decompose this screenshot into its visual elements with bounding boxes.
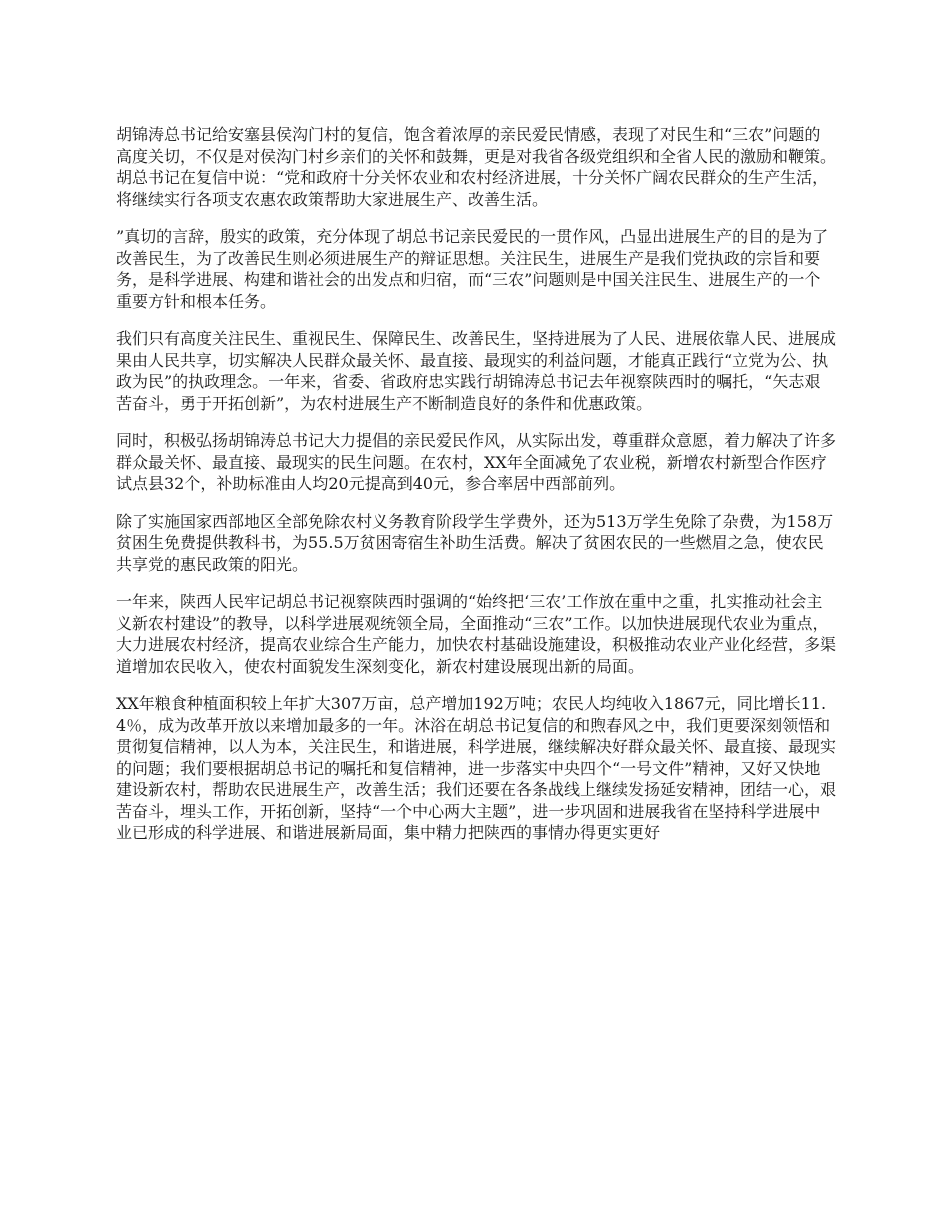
document-body (116, 124, 836, 860)
paragraph-4: 同时，积极弘扬胡锦涛总书记大力提倡的亲民爱民作风，从实际出发，尊重群众意愿，着力解决了许多群众最关怀、最直接、最现实的民生问题。在农村，XX年全面减免了农业税，新增农村新型合作医疗试点县32个，补助标准由人均20元提高到40元，参合率居中西部前列。 (116, 431, 837, 493)
paragraph-5: 除了实施国家西部地区全部免除农村义务教育阶段学生学费外，还为513万学生免除了杂费，为158万贫困生免费提供教科书，为55.5万贫困寄宿生补助生活费。解决了贫困农民的一些燃眉之急，使农民共享党的惠民政策的阳光。 (116, 511, 834, 574)
paragraph-1: 胡锦涛总书记给安塞县侯沟门村的复信，饱含着浓厚的亲民爱民情感，表现了对民生和“三农”问题的高度关切，不仅是对侯沟门村乡亲们的关怀和鼓舞，更是对我省各级党组织和全省人民的激励和鞭策。胡总书记在复信中说：“党和政府十分关怀农业和农村经济进展，十分关怀广阔农民群众的生产生活，将继续实行各项支农惠农政策帮助大家进展生产、改善生活。 (116, 125, 837, 209)
paragraph-2: ”真切的言辞，殷实的政策，充分体现了胡总书记亲民爱民的一贯作风，凸显出进展生产的目的是为了改善民生，为了改善民生则必须进展生产的辩证思想。关注民生，进展生产是我们党执政的宗旨和要务，是科学进展、构建和谐社会的出发点和归宿，而“三农”问题则是中国关注民生、进展生产的一个重要方针和根本任务。 (116, 227, 829, 311)
paragraph-7: XX年粮食种植面积较上年扩大307万亩，总产增加192万吨；农民人均纯收入1867元，同比增长11.4％，成为改革开放以来增加最多的一年。沐浴在胡总书记复信的和煦春风之中，我们更要深刻领悟和贯彻复信精神，以人为本，关注民生，和谐进展，科学进展，继续解决好群众最关怀、最直接、最现实的问题；我们要根据胡总书记的嘱托和复信精神，进一步落实中央四个“一号文件”精神，又好又快地建设新农村，帮助农民进展生产，改善生活；我们还要在各条战线上继续发扬延安精神，团结一心，艰苦奋斗，埋头工作，开拓创新，坚持“一个中心两大主题”，进一步巩固和进展我省在坚持科学进展中业已形成的科学进展、和谐进展新局面，集中精力把陕西的事情办得更实更好 (116, 694, 837, 842)
paragraph-6: 一年来，陕西人民牢记胡总书记视察陕西时强调的“始终把‘三农’工作放在重中之重，扎实推动社会主义新农村建设”的教导，以科学进展观统领全局，全面推动“三农”工作。以加快进展现代农业为重点，大力进展农村经济，提高农业综合生产能力，加快农村基础设施建设，积极推动农业产业化经营，多渠道增加农民收入，使农村面貌发生深刻变化，新农村建设展现出新的局面。 (116, 592, 837, 676)
paragraph-3: 我们只有高度关注民生、重视民生、保障民生、改善民生，坚持进展为了人民、进展依靠人民、进展成果由人民共享，切实解决人民群众最关怀、最直接、最现实的利益问题，才能真正践行“立党为公、执政为民”的执政理念。一年来，省委、省政府忠实践行胡锦涛总书记去年视察陕西时的嘱托，“矢志艰苦奋斗，勇于开拓创新”，为农村进展生产不断制造良好的条件和优惠政策。 (116, 329, 837, 413)
